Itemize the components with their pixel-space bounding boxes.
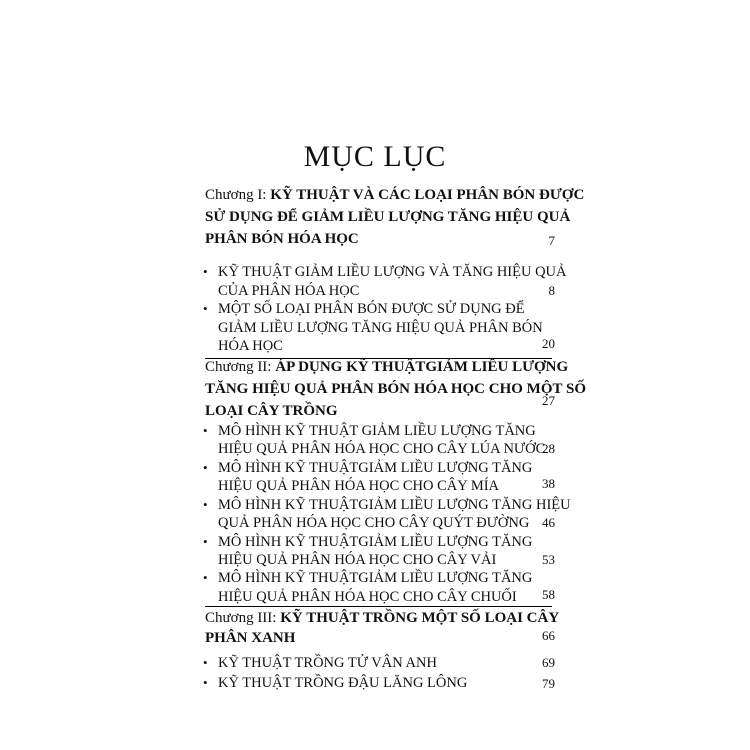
toc-item-line: QUẢ PHÂN HÓA HỌC CHO CÂY QUÝT ĐƯỜNG [218, 515, 530, 531]
chapter-2-label: Chương II: [205, 359, 272, 375]
chapter-3-page-number: 66 [542, 628, 555, 643]
toc-item-page-number: 53 [542, 552, 555, 567]
chapter-1-heading-line-3: PHÂN BÓN HÓA HỌC [205, 231, 359, 247]
chapter-3-title-part-1: KỸ THUẬT TRỒNG MỘT SỐ LOẠI CÂY [280, 610, 560, 626]
chapter-1-heading-line-1 [205, 186, 585, 204]
chapter-3-label: Chương III: [205, 610, 277, 626]
chapter-1-label: Chương I: [205, 187, 267, 203]
toc-item-line: KỸ THUẬT TRỒNG ĐẬU LĂNG LÔNG [218, 675, 468, 691]
toc-item-line: HIỆU QUẢ PHÂN HÓA HỌC CHO CÂY MÍA [218, 478, 500, 494]
toc-title: MỤC LỤC [303, 140, 447, 173]
toc-item-line: MÔ HÌNH KỸ THUẬTGIẢM LIỀU LƯỢNG TĂNG [218, 570, 533, 586]
toc-item-line: KỸ THUẬT GIẢM LIỀU LƯỢNG VÀ TĂNG HIỆU QUẢ [218, 264, 567, 280]
chapter-2-page-number: 27 [542, 393, 555, 408]
toc-item-page-number: 46 [542, 515, 555, 530]
bullet-icon: • [203, 675, 208, 690]
toc-item-page-number: 69 [542, 655, 555, 670]
toc-item-page-number: 38 [542, 476, 555, 491]
toc-item-line: HIỆU QUẢ PHÂN HÓA HỌC CHO CÂY VẢI [218, 552, 497, 568]
bullet-icon: • [203, 460, 208, 475]
bullet-icon: • [203, 264, 208, 279]
bullet-icon: • [203, 423, 208, 438]
bullet-icon: • [203, 497, 208, 512]
toc-item-page-number: 79 [542, 676, 555, 691]
toc-item-line: GIẢM LIỀU LƯỢNG TĂNG HIỆU QUẢ PHÂN BÓN [218, 320, 543, 336]
toc-item-page-number: 8 [548, 283, 555, 298]
toc-item-line: MÔ HÌNH KỸ THUẬTGIẢM LIỀU LƯỢNG TĂNG [218, 460, 533, 476]
toc-item-page-number: 20 [542, 336, 555, 351]
toc-item-page-number: 58 [542, 587, 555, 602]
bullet-icon: • [203, 534, 208, 549]
toc-item-line: MÔ HÌNH KỸ THUẬT GIẢM LIỀU LƯỢNG TĂNG [218, 423, 536, 439]
bullet-icon: • [203, 570, 208, 585]
chapter-3-heading-line-1 [205, 609, 560, 627]
chapter-2-title-part-1: ÁP DỤNG KỸ THUẬTGIẢM LIỀU LƯỢNG [275, 359, 569, 375]
toc-item-line: HIỆU QUẢ PHÂN HÓA HỌC CHO CÂY LÚA NƯỚC [218, 441, 546, 457]
toc-item-line: HIỆU QUẢ PHÂN HÓA HỌC CHO CÂY CHUỐI [218, 589, 517, 605]
toc-item-page-number: 28 [542, 441, 555, 456]
toc-item-line: MÔ HÌNH KỸ THUẬTGIẢM LIỀU LƯỢNG TĂNG HIỆU [218, 497, 571, 513]
bullet-icon: • [203, 301, 208, 316]
chapter-1-heading-line-2: SỬ DỤNG ĐỂ GIẢM LIỀU LƯỢNG TĂNG HIỆU QUẢ [205, 209, 571, 225]
section-divider [205, 606, 552, 607]
toc-item-line: CỦA PHÂN HÓA HỌC [218, 283, 360, 299]
chapter-1-title-part-1: KỸ THUẬT VÀ CÁC LOẠI PHÂN BÓN ĐƯỢC [270, 187, 585, 203]
chapter-2-heading-line-3: LOẠI CÂY TRỒNG [205, 403, 338, 419]
chapter-3-heading-line-2: PHÂN XANH [205, 630, 296, 646]
chapter-2-heading-line-2: TĂNG HIỆU QUẢ PHÂN BÓN HÓA HỌC CHO MỘT SỐ [205, 381, 587, 397]
chapter-1-page-number: 7 [548, 233, 555, 248]
toc-item-line: HÓA HỌC [218, 338, 283, 354]
toc-item-line: MỘT SỐ LOẠI PHÂN BÓN ĐƯỢC SỬ DỤNG ĐỂ [218, 301, 525, 317]
toc-item-line: MÔ HÌNH KỸ THUẬTGIẢM LIỀU LƯỢNG TĂNG [218, 534, 533, 550]
chapter-2-heading-line-1 [205, 358, 569, 376]
bullet-icon: • [203, 655, 208, 670]
toc-item-line: KỸ THUẬT TRỒNG TỬ VÂN ANH [218, 655, 437, 671]
